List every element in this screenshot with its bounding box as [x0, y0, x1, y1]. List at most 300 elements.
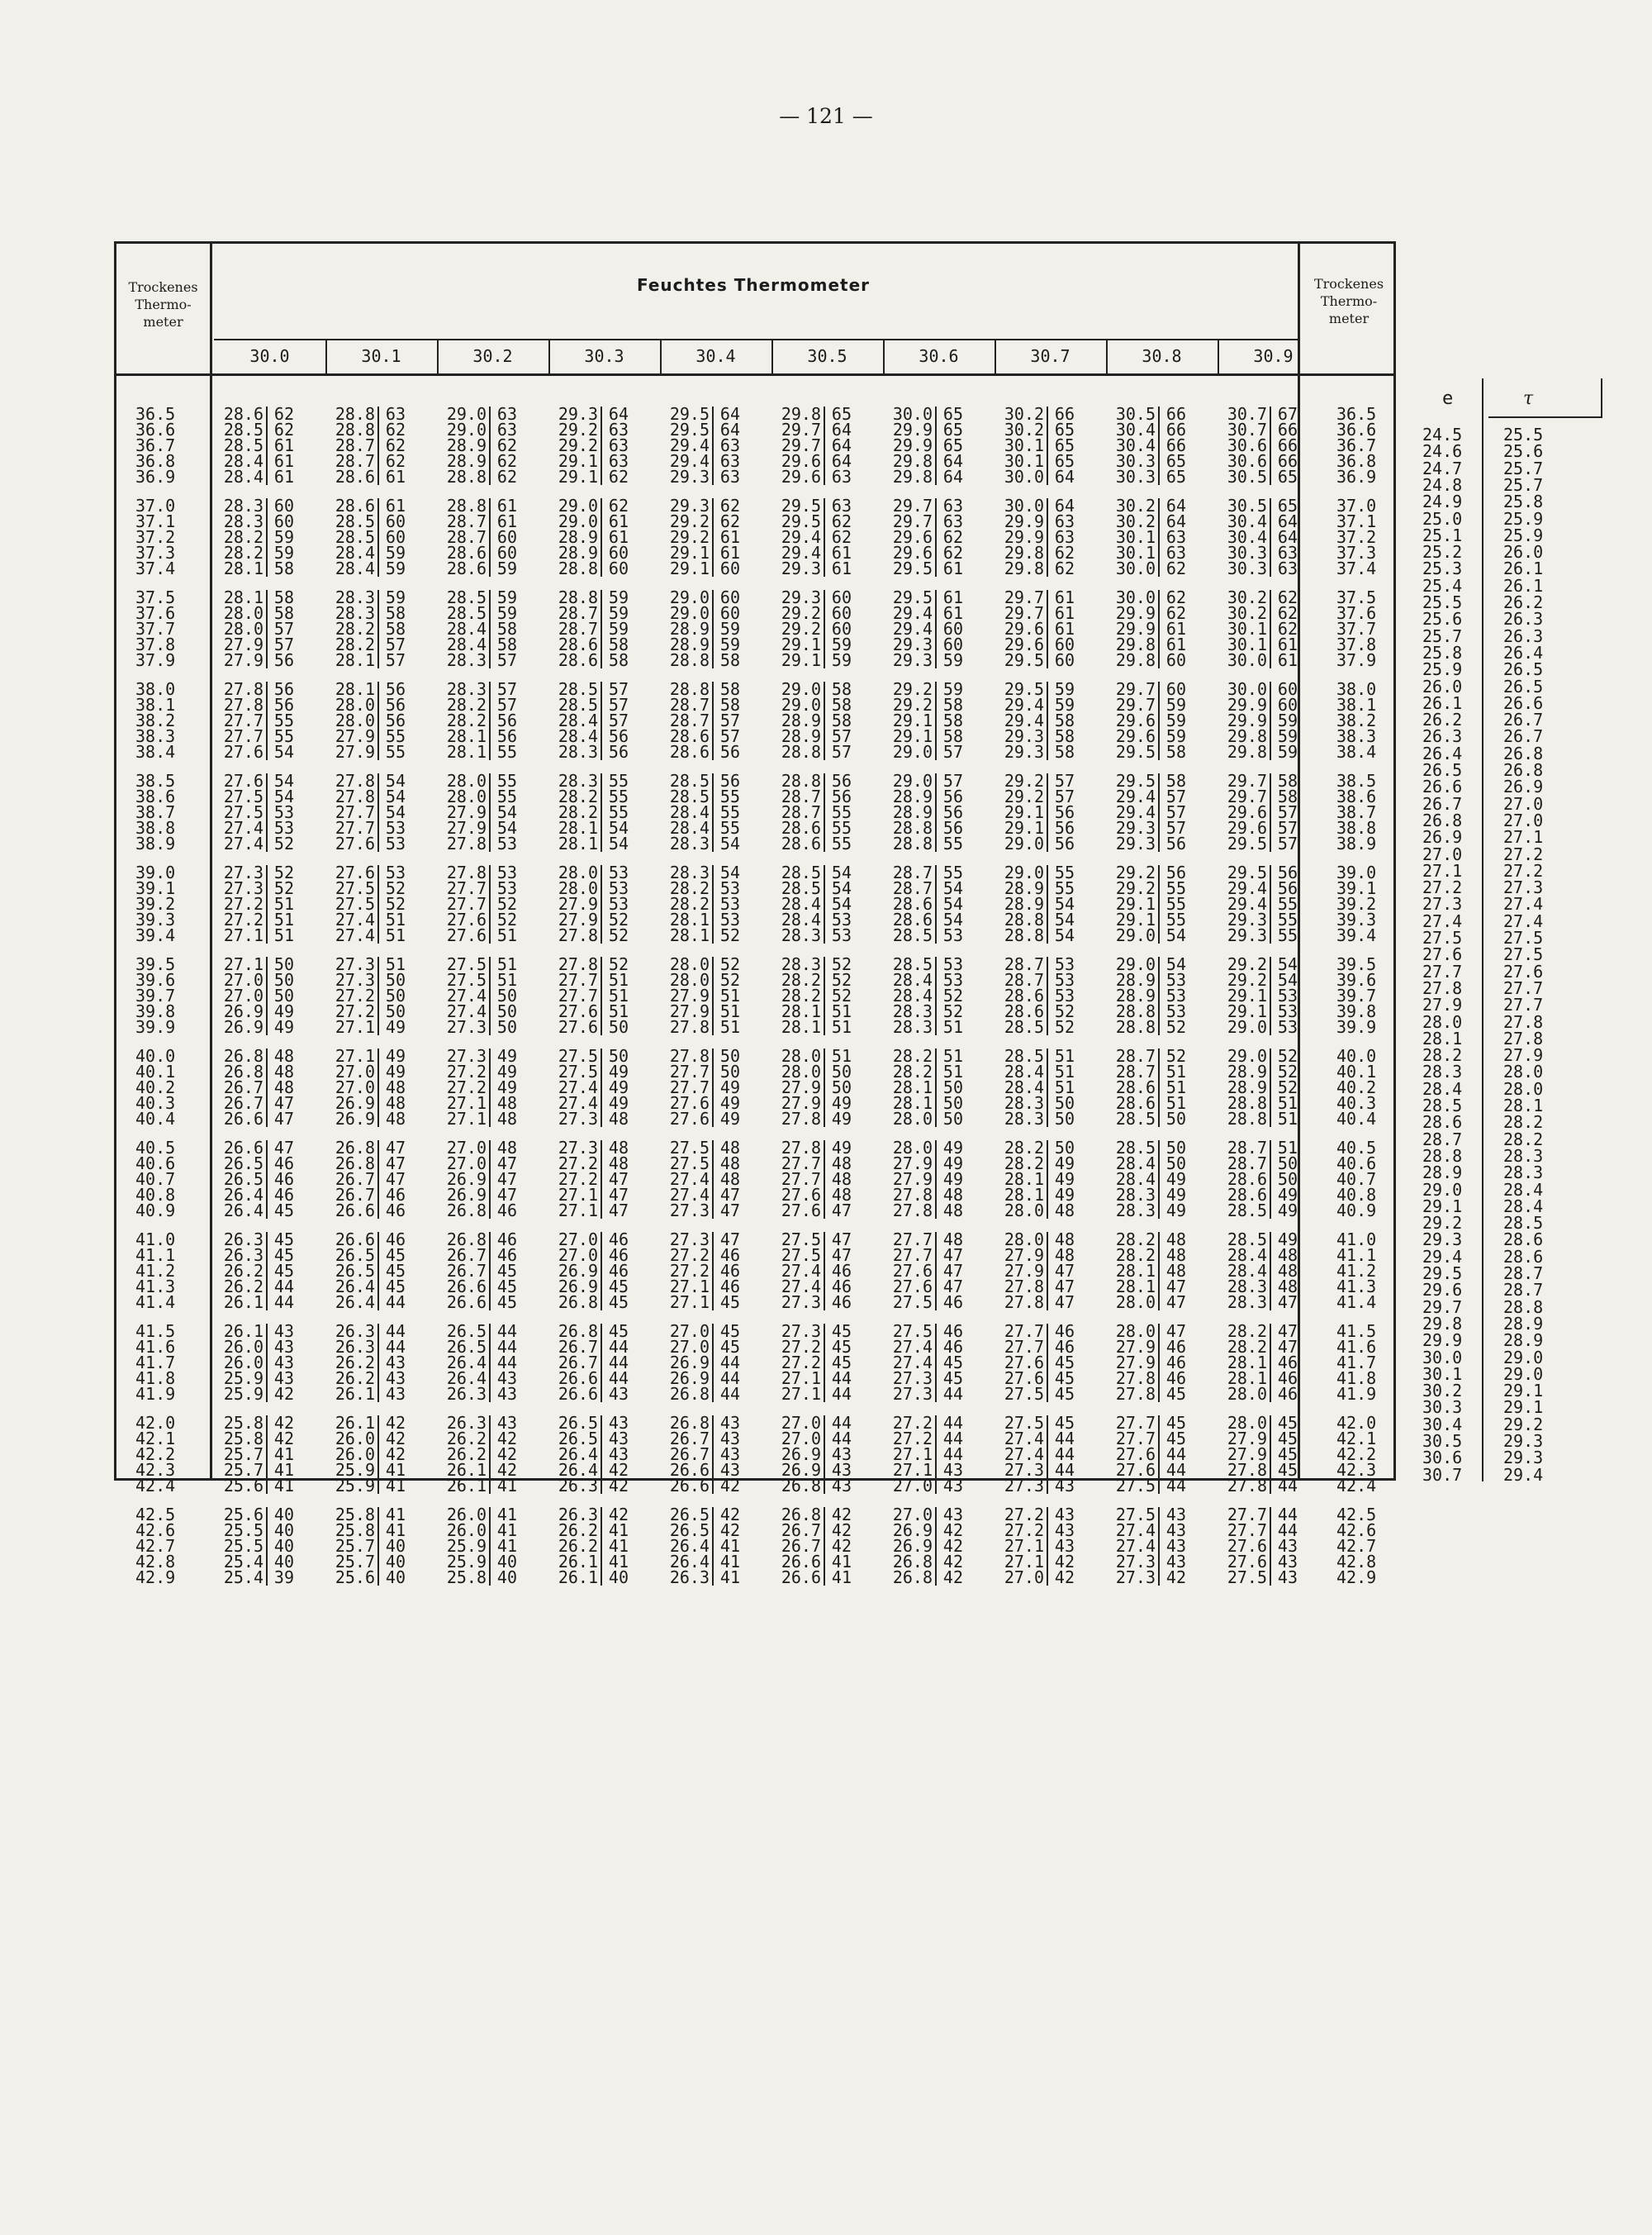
dew-point-value: 28.0 [996, 1203, 1048, 1219]
dry-temp-left: 37.8 [135, 635, 176, 654]
relative-humidity-value: 65 [942, 420, 963, 440]
side-e-value: 25.1 [1422, 525, 1463, 545]
dew-point-value: 30.2 [996, 422, 1048, 438]
dew-point-value: 29.6 [1108, 713, 1160, 729]
dew-point-value: 26.6 [550, 1386, 602, 1402]
relative-humidity-value: 56 [942, 802, 963, 822]
dew-point-value: 30.4 [1108, 422, 1160, 438]
dew-point-value: 29.3 [1219, 912, 1271, 928]
dew-point-value: 26.6 [550, 1371, 602, 1386]
relative-humidity-value: 45 [496, 1292, 517, 1312]
relative-humidity-value: 59 [1277, 742, 1298, 762]
relative-humidity-value: 45 [1054, 1353, 1075, 1372]
dew-point-value: 28.7 [327, 454, 379, 469]
table-cell [885, 1111, 963, 1127]
relative-humidity-value: 43 [273, 1353, 294, 1372]
dew-point-value: 28.9 [1108, 972, 1160, 988]
dew-point-value: 28.7 [773, 789, 825, 805]
relative-humidity-value: 49 [1277, 1185, 1298, 1205]
dew-point-value: 25.9 [216, 1386, 268, 1402]
relative-humidity-value: 56 [1277, 863, 1298, 882]
dry-temp-left: 38.9 [135, 834, 176, 854]
side-tau-value: 27.4 [1503, 894, 1544, 915]
dew-point-value: 27.8 [1219, 1478, 1271, 1494]
dry-temp-right: 37.9 [1336, 650, 1377, 670]
relative-humidity-value: 50 [719, 1046, 740, 1066]
table-cell [773, 1567, 852, 1587]
relative-humidity-value: 55 [273, 726, 294, 746]
relative-humidity-value: 40 [273, 1552, 294, 1572]
side-tau-value: 28.2 [1503, 1112, 1544, 1133]
side-tau-value: 26.5 [1503, 659, 1544, 680]
dew-point-value: 27.8 [439, 865, 491, 881]
dew-point-value: 27.1 [996, 1538, 1048, 1554]
dew-point-value: 27.1 [885, 1447, 937, 1462]
dew-point-value: 29.0 [662, 606, 714, 621]
relative-humidity-value: 42 [496, 1429, 517, 1448]
table-cell [327, 1567, 406, 1587]
relative-humidity-value: 61 [608, 511, 629, 531]
dew-point-value: 28.1 [439, 744, 491, 760]
relative-humidity-value: 41 [719, 1567, 740, 1587]
relative-humidity-value: 59 [1277, 726, 1298, 746]
dry-temp-left: 36.9 [135, 467, 176, 487]
dew-point-value: 28.1 [439, 729, 491, 744]
dew-point-value: 28.0 [550, 865, 602, 881]
dew-point-value: 29.8 [885, 469, 937, 485]
dew-point-value: 27.9 [1219, 1447, 1271, 1462]
relative-humidity-value: 41 [719, 1552, 740, 1572]
dew-point-value: 27.8 [996, 1279, 1048, 1295]
dew-point-value: 28.7 [773, 805, 825, 820]
side-e-value: 29.7 [1422, 1296, 1463, 1317]
dew-point-value: 26.9 [216, 1004, 268, 1020]
relative-humidity-value: 49 [496, 1077, 517, 1097]
relative-humidity-value: 55 [1165, 910, 1186, 930]
dew-point-value: 29.9 [996, 514, 1048, 530]
dew-point-value: 30.2 [996, 407, 1048, 422]
dry-temp-left: 39.1 [135, 878, 176, 898]
dry-temp-left: 42.2 [135, 1444, 176, 1464]
dew-point-value: 28.3 [1108, 1187, 1160, 1203]
relative-humidity-value: 53 [273, 802, 294, 822]
dry-temp-left: 40.1 [135, 1062, 176, 1082]
dew-point-value: 27.1 [773, 1371, 825, 1386]
dry-temp-right: 36.7 [1336, 435, 1377, 455]
relative-humidity-value: 43 [1277, 1567, 1298, 1587]
dew-point-value: 28.5 [662, 773, 714, 789]
dry-temp-right: 38.3 [1336, 726, 1377, 746]
relative-humidity-value: 62 [385, 451, 406, 471]
dew-point-value: 26.9 [885, 1538, 937, 1554]
relative-humidity-value: 58 [942, 711, 963, 730]
dry-label-line: meter [143, 314, 183, 330]
side-tau-value: 27.8 [1503, 1028, 1544, 1049]
dew-point-value: 27.0 [662, 1324, 714, 1339]
dry-temp-right: 39.8 [1336, 1001, 1377, 1021]
relative-humidity-value: 55 [1165, 878, 1186, 898]
dew-point-value: 28.3 [1108, 1203, 1160, 1219]
dew-point-value: 26.9 [216, 1020, 268, 1035]
dew-point-value: 28.6 [1219, 1172, 1271, 1187]
side-tau-value: 26.8 [1503, 743, 1544, 763]
relative-humidity-value: 52 [831, 970, 852, 990]
dew-point-value: 27.7 [550, 988, 602, 1004]
dew-point-value: 27.4 [550, 1096, 602, 1111]
relative-humidity-value: 51 [496, 954, 517, 974]
relative-humidity-value: 53 [385, 834, 406, 854]
relative-humidity-value: 51 [1165, 1062, 1186, 1082]
dew-point-value: 26.7 [439, 1263, 491, 1279]
dew-point-value: 26.5 [216, 1156, 268, 1172]
table-cell [996, 925, 1075, 945]
dew-point-value: 26.1 [550, 1554, 602, 1570]
dry-temp-right: 38.9 [1336, 834, 1377, 854]
relative-humidity-value: 42 [942, 1520, 963, 1540]
relative-humidity-value: 53 [496, 878, 517, 898]
dew-point-value: 27.5 [216, 789, 268, 805]
dry-temp-right: 41.0 [1336, 1229, 1377, 1249]
table-cell [996, 836, 1075, 852]
table-cell [885, 650, 963, 670]
dew-point-value: 28.9 [1219, 1064, 1271, 1080]
relative-humidity-value: 52 [273, 863, 294, 882]
relative-humidity-value: 47 [273, 1109, 294, 1129]
dew-point-value: 28.4 [1219, 1248, 1271, 1263]
dry-temp-left: 38.2 [135, 711, 176, 730]
dew-point-value: 26.9 [662, 1355, 714, 1371]
relative-humidity-value: 56 [273, 695, 294, 715]
table-cell [327, 1386, 406, 1402]
dew-point-value: 28.2 [327, 621, 379, 637]
dry-label-line: Trockenes [128, 279, 198, 295]
relative-humidity-value: 55 [496, 787, 517, 806]
dew-point-value: 29.6 [885, 530, 937, 545]
relative-humidity-value: 47 [385, 1153, 406, 1173]
relative-humidity-value: 47 [608, 1201, 629, 1220]
dew-point-value: 29.3 [1108, 836, 1160, 852]
dew-point-value: 27.9 [1219, 1431, 1271, 1447]
relative-humidity-value: 40 [385, 1552, 406, 1572]
relative-humidity-value: 62 [1165, 603, 1186, 623]
relative-humidity-value: 54 [273, 771, 294, 791]
relative-humidity-value: 56 [385, 679, 406, 699]
relative-humidity-value: 53 [385, 863, 406, 882]
relative-humidity-value: 56 [1054, 834, 1075, 854]
dry-temp-right: 42.7 [1336, 1536, 1377, 1556]
dew-point-value: 29.0 [1108, 928, 1160, 944]
dew-point-value: 28.5 [773, 865, 825, 881]
dew-point-value: 27.8 [1108, 1371, 1160, 1386]
dry-temp-left: 42.7 [135, 1536, 176, 1556]
side-tau-value: 27.1 [1503, 827, 1544, 848]
relative-humidity-value: 44 [496, 1337, 517, 1357]
dew-point-value: 27.6 [216, 773, 268, 789]
dry-temp-right: 37.7 [1336, 619, 1377, 639]
dew-point-value: 28.4 [773, 896, 825, 912]
dry-temp-left: 42.4 [135, 1476, 176, 1496]
relative-humidity-value: 47 [1165, 1277, 1186, 1296]
relative-humidity-value: 40 [385, 1567, 406, 1587]
relative-humidity-value: 51 [385, 925, 406, 945]
relative-humidity-value: 40 [496, 1552, 517, 1572]
dew-point-value: 28.8 [1219, 1096, 1271, 1111]
dew-point-value: 29.4 [773, 530, 825, 545]
dew-point-value: 27.9 [327, 729, 379, 744]
dew-point-value: 28.2 [885, 1064, 937, 1080]
relative-humidity-value: 50 [1165, 1153, 1186, 1173]
relative-humidity-value: 47 [719, 1185, 740, 1205]
dew-point-value: 26.2 [327, 1371, 379, 1386]
table-cell [885, 1478, 963, 1494]
dew-point-value: 29.1 [773, 653, 825, 668]
dew-point-value: 26.7 [327, 1187, 379, 1203]
dew-point-value: 28.0 [996, 1232, 1048, 1248]
dew-point-value: 27.6 [1108, 1462, 1160, 1478]
dry-temp-left: 38.1 [135, 695, 176, 715]
dew-point-value: 28.7 [550, 621, 602, 637]
relative-humidity-value: 42 [385, 1444, 406, 1464]
header-divider [116, 373, 1393, 376]
dew-point-value: 27.7 [439, 881, 491, 896]
relative-humidity-value: 58 [273, 603, 294, 623]
relative-humidity-value: 57 [831, 742, 852, 762]
relative-humidity-value: 41 [831, 1567, 852, 1587]
dry-temp-right: 36.6 [1336, 420, 1377, 440]
dry-temp-left: 37.7 [135, 619, 176, 639]
relative-humidity-value: 43 [385, 1368, 406, 1388]
relative-humidity-value: 66 [1277, 420, 1298, 440]
dew-point-value: 30.5 [1108, 407, 1160, 422]
dew-point-value: 29.2 [773, 606, 825, 621]
side-tau-value: 29.3 [1503, 1431, 1544, 1451]
relative-humidity-value: 64 [719, 404, 740, 424]
dew-point-value: 29.2 [1108, 881, 1160, 896]
dew-point-value: 27.5 [550, 1064, 602, 1080]
side-tau-value: 28.4 [1503, 1179, 1544, 1200]
dew-point-value: 29.1 [1108, 896, 1160, 912]
dew-point-value: 29.7 [773, 422, 825, 438]
dry-temp-left: 41.6 [135, 1337, 176, 1357]
dew-point-value: 27.5 [439, 972, 491, 988]
relative-humidity-value: 44 [942, 1384, 963, 1404]
relative-humidity-value: 41 [385, 1505, 406, 1524]
dew-point-value: 27.6 [773, 1187, 825, 1203]
wet-column-header: 30.0 [249, 346, 290, 366]
table-cell [439, 1386, 517, 1402]
dew-point-value: 26.9 [773, 1462, 825, 1478]
relative-humidity-value: 49 [942, 1153, 963, 1173]
relative-humidity-value: 60 [496, 527, 517, 547]
dew-point-value: 27.1 [550, 1203, 602, 1219]
dew-point-value: 28.9 [550, 530, 602, 545]
relative-humidity-value: 47 [719, 1229, 740, 1249]
relative-humidity-value: 56 [385, 695, 406, 715]
relative-humidity-value: 43 [1165, 1536, 1186, 1556]
side-tau-value: 28.3 [1503, 1163, 1544, 1183]
relative-humidity-value: 60 [831, 603, 852, 623]
relative-humidity-value: 47 [831, 1245, 852, 1265]
relative-humidity-value: 47 [496, 1169, 517, 1189]
dew-point-value: 27.9 [1108, 1355, 1160, 1371]
dew-point-value: 29.1 [1108, 912, 1160, 928]
side-e-value: 24.9 [1422, 492, 1463, 512]
dew-point-value: 27.3 [773, 1295, 825, 1310]
dew-point-value: 27.6 [996, 1355, 1048, 1371]
dew-point-value: 28.1 [550, 836, 602, 852]
side-tau-value: 29.0 [1503, 1363, 1544, 1384]
dry-temp-left: 41.0 [135, 1229, 176, 1249]
relative-humidity-value: 53 [1165, 970, 1186, 990]
dew-point-value: 29.4 [662, 438, 714, 454]
dew-point-value: 28.4 [885, 988, 937, 1004]
relative-humidity-value: 44 [1054, 1429, 1075, 1448]
relative-humidity-value: 64 [1277, 511, 1298, 531]
dry-temp-left: 36.5 [135, 404, 176, 424]
relative-humidity-value: 45 [831, 1353, 852, 1372]
table-cell [885, 836, 963, 852]
relative-humidity-value: 47 [273, 1093, 294, 1113]
relative-humidity-value: 45 [831, 1321, 852, 1341]
dry-temp-right: 42.1 [1336, 1429, 1377, 1448]
dew-point-value: 27.0 [662, 1339, 714, 1355]
table-cell [885, 1017, 963, 1037]
relative-humidity-value: 52 [608, 954, 629, 974]
relative-humidity-value: 49 [608, 1077, 629, 1097]
dew-point-value: 28.3 [885, 1004, 937, 1020]
relative-humidity-value: 51 [273, 925, 294, 945]
relative-humidity-value: 66 [1165, 435, 1186, 455]
dew-point-value: 26.9 [773, 1447, 825, 1462]
side-e-value: 30.6 [1422, 1448, 1463, 1468]
side-e-value: 28.5 [1422, 1096, 1463, 1115]
relative-humidity-value: 63 [831, 467, 852, 487]
dry-temp-left: 39.5 [135, 954, 176, 974]
table-cell [996, 744, 1075, 760]
dew-point-value: 29.3 [662, 469, 714, 485]
side-e-value: 25.2 [1422, 542, 1463, 563]
relative-humidity-value: 61 [1165, 619, 1186, 639]
relative-humidity-value: 49 [942, 1169, 963, 1189]
relative-humidity-value: 59 [496, 559, 517, 578]
relative-humidity-value: 52 [385, 878, 406, 898]
table-cell [1219, 650, 1298, 670]
relative-humidity-value: 56 [1165, 863, 1186, 882]
dew-point-value: 26.5 [550, 1415, 602, 1431]
side-e-value: 26.6 [1422, 777, 1463, 797]
relative-humidity-value: 60 [942, 635, 963, 654]
relative-humidity-value: 49 [1054, 1153, 1075, 1173]
dew-point-value: 30.1 [996, 454, 1048, 469]
wet-column-header: 30.1 [361, 346, 401, 366]
side-e-value: 24.6 [1422, 441, 1463, 462]
relative-humidity-value: 59 [1277, 711, 1298, 730]
dew-point-value: 27.6 [662, 1111, 714, 1127]
dew-point-value: 29.2 [885, 697, 937, 713]
dew-point-value: 29.4 [885, 621, 937, 637]
relative-humidity-value: 56 [831, 787, 852, 806]
relative-humidity-value: 43 [273, 1321, 294, 1341]
side-e-value: 28.2 [1422, 1045, 1463, 1066]
dew-point-value: 29.0 [550, 514, 602, 530]
dew-point-value: 27.8 [550, 957, 602, 972]
table-cell [216, 1292, 294, 1312]
dew-point-value: 29.3 [996, 729, 1048, 744]
dew-point-value: 28.4 [1219, 1263, 1271, 1279]
table-cell [996, 1017, 1075, 1037]
relative-humidity-value: 59 [608, 587, 629, 607]
side-e-value: 29.1 [1422, 1196, 1463, 1216]
dew-point-value: 28.4 [327, 545, 379, 561]
dry-temp-right: 37.2 [1336, 527, 1377, 547]
dew-point-value: 28.8 [885, 820, 937, 836]
relative-humidity-value: 49 [1277, 1229, 1298, 1249]
dew-point-value: 29.8 [1108, 637, 1160, 653]
side-e-value: 30.3 [1422, 1397, 1463, 1418]
dew-point-value: 29.0 [662, 590, 714, 606]
dew-point-value: 28.7 [550, 606, 602, 621]
relative-humidity-value: 63 [1165, 543, 1186, 563]
dew-point-value: 28.3 [216, 514, 268, 530]
relative-humidity-value: 47 [385, 1138, 406, 1158]
relative-humidity-value: 40 [273, 1505, 294, 1524]
dry-temp-right: 40.9 [1336, 1201, 1377, 1220]
dew-point-value: 28.4 [1108, 1172, 1160, 1187]
relative-humidity-value: 44 [608, 1337, 629, 1357]
dew-point-value: 27.7 [662, 1080, 714, 1096]
side-tau-value: 27.5 [1503, 928, 1544, 948]
relative-humidity-value: 55 [1054, 863, 1075, 882]
relative-humidity-value: 58 [719, 650, 740, 670]
relative-humidity-value: 47 [385, 1169, 406, 1189]
relative-humidity-value: 46 [1277, 1384, 1298, 1404]
relative-humidity-value: 62 [719, 496, 740, 516]
dew-point-value: 28.7 [1219, 1140, 1271, 1156]
dry-temp-left: 42.9 [135, 1567, 176, 1587]
dew-point-value: 28.3 [996, 1096, 1048, 1111]
side-tau-value: 27.0 [1503, 793, 1544, 814]
dry-temp-left: 42.3 [135, 1460, 176, 1480]
side-e-value: 29.3 [1422, 1229, 1463, 1250]
dew-point-value: 27.4 [996, 1447, 1048, 1462]
relative-humidity-value: 49 [385, 1062, 406, 1082]
relative-humidity-value: 42 [496, 1444, 517, 1464]
side-e-value: 26.4 [1422, 743, 1463, 763]
dry-label-line: Thermo- [1320, 293, 1378, 309]
relative-humidity-value: 45 [385, 1261, 406, 1281]
relative-humidity-value: 51 [385, 954, 406, 974]
dew-point-value: 28.2 [996, 1156, 1048, 1172]
dew-point-value: 26.0 [439, 1507, 491, 1523]
table-cell [662, 1292, 740, 1312]
relative-humidity-value: 45 [1277, 1444, 1298, 1464]
dew-point-value: 28.1 [327, 653, 379, 668]
dew-point-value: 27.0 [327, 1064, 379, 1080]
table-cell [662, 1478, 740, 1494]
dew-point-value: 27.9 [550, 896, 602, 912]
dew-point-value: 26.8 [885, 1554, 937, 1570]
dew-point-value: 29.4 [885, 606, 937, 621]
dew-point-value: 29.0 [550, 498, 602, 514]
side-e-value: 27.8 [1422, 977, 1463, 998]
relative-humidity-value: 53 [608, 878, 629, 898]
table-cell [439, 1567, 517, 1587]
relative-humidity-value: 66 [1277, 451, 1298, 471]
relative-humidity-value: 53 [1054, 986, 1075, 1006]
relative-humidity-value: 54 [831, 878, 852, 898]
dew-point-value: 26.1 [216, 1295, 268, 1310]
side-tau-value: 28.6 [1503, 1246, 1544, 1267]
